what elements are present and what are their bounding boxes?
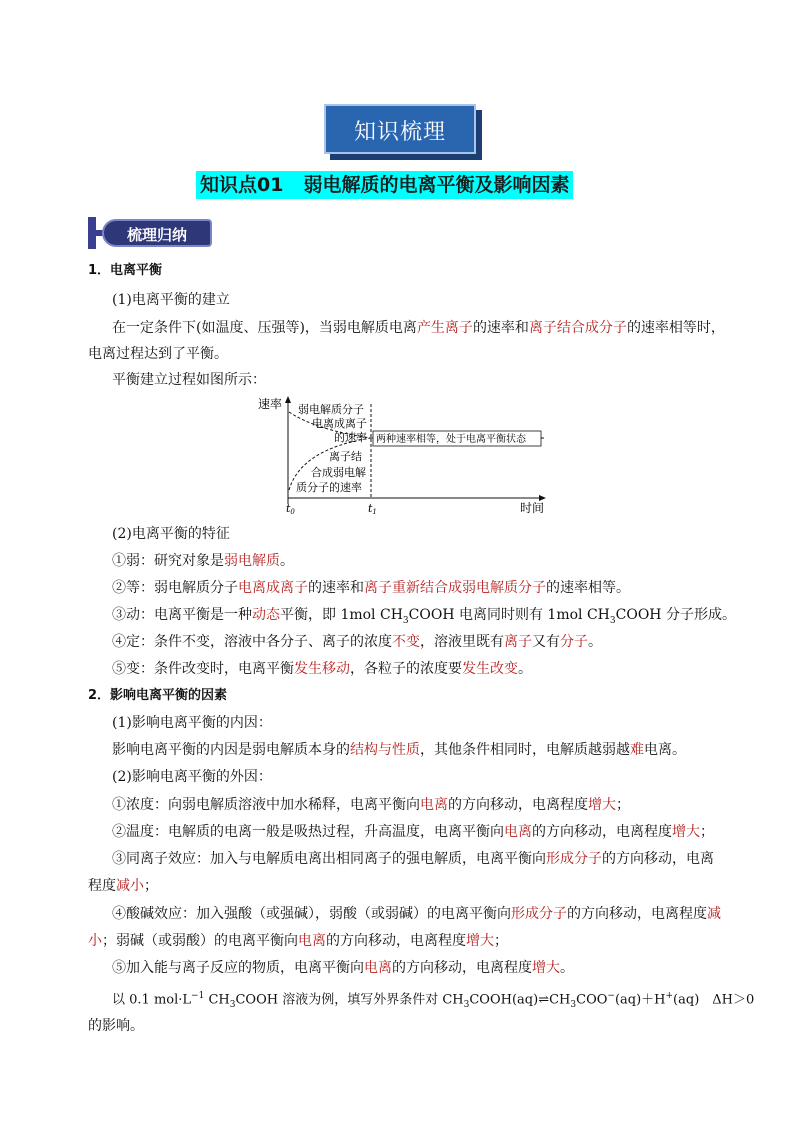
subheading-1-2: (2)电离平衡的特征 bbox=[112, 526, 230, 542]
forward-label-1: 弱电解质分子 bbox=[298, 403, 364, 416]
t1-label: t1 bbox=[368, 502, 377, 516]
forward-label-2: 电离成离子 bbox=[312, 417, 367, 430]
heading-2: 2．影响电离平衡的因素 bbox=[88, 688, 228, 703]
feature-2: ②等：弱电解质分子电离成离子的速率和离子重新结合成弱电解质分子的速率相等。 bbox=[112, 580, 630, 596]
subheading-1-1: (1)电离平衡的建立 bbox=[112, 292, 230, 308]
external-4: ④酸碱效应：加入强酸（或强碱），弱酸（或弱碱）的电离平衡向形成分子的方向移动，电离程度减 bbox=[112, 906, 721, 922]
t0-label: t0 bbox=[286, 502, 295, 516]
external-2: ②温度：电解质的电离一般是吸热过程，升高温度，电离平衡向电离的方向移动，电离程度增大； bbox=[112, 824, 714, 840]
external-3: ③同离子效应：加入与电解质电离出相同离子的强电解质，电离平衡向形成分子的方向移动，电离 bbox=[112, 851, 714, 867]
kp-number: 知识点01 bbox=[200, 174, 284, 196]
feature-5: ⑤变：条件改变时，电离平衡发生移动，各粒子的浓度要发生改变。 bbox=[112, 661, 532, 677]
y-axis-arrow bbox=[285, 396, 291, 403]
kp-name: 弱电解质的电离平衡及影响因素 bbox=[303, 174, 570, 196]
forward-label-3: 的速率 bbox=[334, 431, 367, 444]
internal-factor: 影响电离平衡的内因是弱电解质本身的结构与性质，其他条件相同时，电解质越弱越难电离。 bbox=[112, 742, 686, 758]
y-axis-label: 速率 bbox=[258, 397, 283, 411]
tag-label: 梳理归纳 bbox=[126, 226, 187, 244]
section-title: 知识梳理 bbox=[353, 120, 446, 145]
subheading-2-2: (2)影响电离平衡的外因： bbox=[112, 769, 272, 785]
reverse-label-2: 合成弱电解 bbox=[311, 466, 366, 479]
tag-bar bbox=[88, 217, 96, 249]
para-1-cont: 电离过程达到了平衡。 bbox=[88, 346, 228, 362]
external-4-cont: 小；弱碱（或弱酸）的电离平衡向电离的方向移动，电离程度增大； bbox=[88, 933, 508, 949]
external-5: ⑤加入能与离子反应的物质，电离平衡向电离的方向移动，电离程度增大。 bbox=[112, 960, 574, 976]
heading-1: 1．电离平衡 bbox=[88, 263, 163, 278]
feature-4: ④定：条件不变，溶液中各分子、离子的浓度不变，溶液里既有离子又有分子。 bbox=[112, 634, 602, 650]
x-axis-label: 时间 bbox=[520, 501, 545, 515]
external-3-cont: 程度减小； bbox=[88, 878, 158, 894]
knowledge-point-title bbox=[196, 171, 573, 199]
section-title-box bbox=[324, 104, 476, 154]
equilibrium-label: 两种速率相等，处于电离平衡状态 bbox=[376, 434, 526, 445]
example-end: 的影响。 bbox=[88, 1018, 144, 1034]
tag-label-box bbox=[102, 219, 212, 247]
feature-1: ①弱：研究对象是弱电解质。 bbox=[112, 553, 294, 569]
para-2: 平衡建立过程如图所示： bbox=[112, 372, 266, 388]
reverse-label-1: 离子结 bbox=[329, 450, 362, 463]
equilibrium-chart bbox=[256, 394, 556, 518]
reverse-label-3: 质分子的速率 bbox=[296, 481, 362, 494]
para-1: 在一定条件下(如温度、压强等)，当弱电解质电离产生离子的速率和离子结合成分子的速率相等时， bbox=[112, 320, 725, 336]
feature-3: ③动：电离平衡是一种动态平衡，即 1mol $CH_3COOH$ 电离同时则有 1mol $CH_3COOH$ 分子形成。 bbox=[112, 607, 736, 626]
external-1: ①浓度：向弱电解质溶液中加水稀释，电离平衡向电离的方向移动，电离程度增大； bbox=[112, 797, 630, 813]
example-equation-line: 以 0.1 $mol\cdot L^{-1}$ $CH_3COOH$ 溶液为例，填写外界条件对 $CH_3COOH(aq)\rightleftharpoons CH_3COO^-(aq)+H^+(aq)$ ΔH＞0 bbox=[112, 991, 755, 1010]
subheading-2-1: (1)影响电离平衡的内因： bbox=[112, 715, 272, 731]
